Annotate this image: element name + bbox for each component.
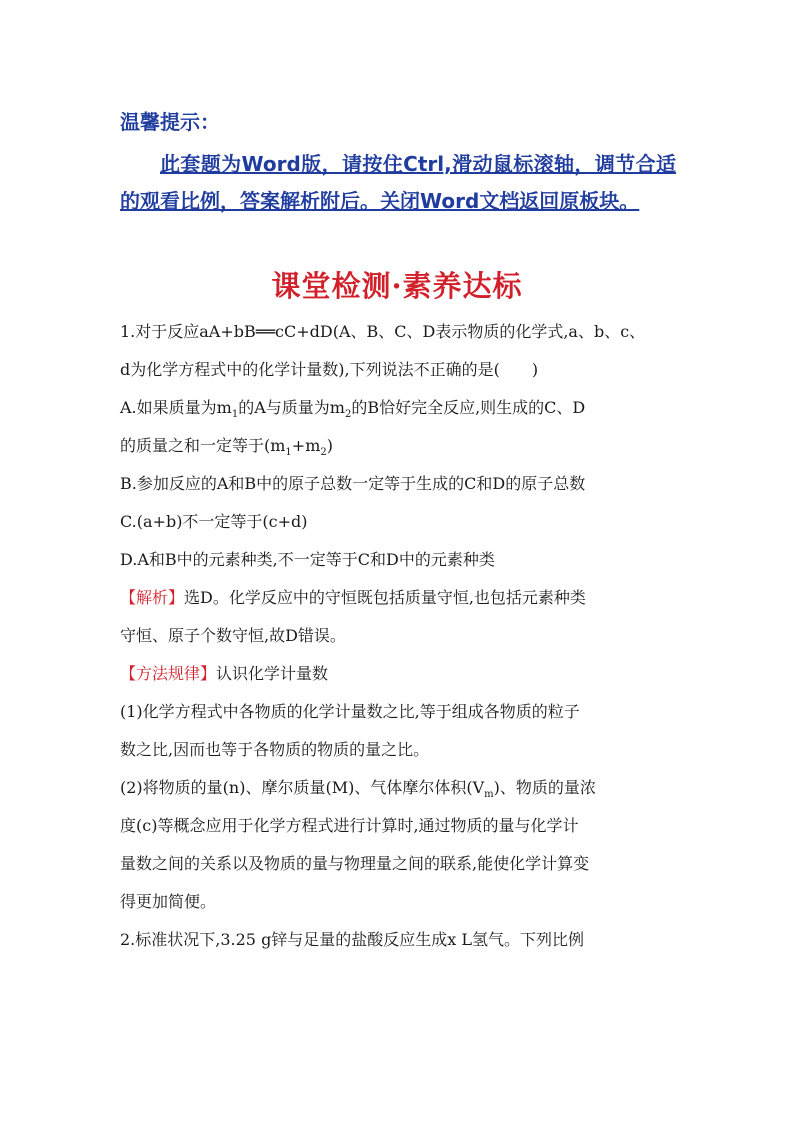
text-run: )、物质的量浓 bbox=[493, 778, 596, 797]
method-p2-line-2: 度(c)等概念应用于化学方程式进行计算时,通过物质的量与化学计 bbox=[120, 816, 579, 835]
text-run: 的质量之和一定等于(m bbox=[120, 436, 286, 455]
text-run: ) bbox=[326, 436, 333, 455]
text-run: A.如果质量为m bbox=[120, 398, 232, 417]
section-title: 课堂检测·素养达标 bbox=[271, 269, 523, 303]
q1-option-a-line-2 bbox=[120, 427, 676, 465]
text-run: +m bbox=[291, 436, 321, 455]
text-run: 认识化学计量数 bbox=[216, 664, 329, 683]
subscript: m bbox=[484, 789, 494, 801]
analysis-tag: 【解析】 bbox=[120, 588, 185, 607]
text-run: 的B恰好完全反应,则生成的C、D bbox=[351, 398, 586, 417]
method-p2-line-4: 得更加简便。 bbox=[120, 892, 217, 911]
notice-title: 温馨提示： bbox=[120, 110, 220, 134]
method-p2-line-3: 量数之间的关系以及物质的量与物理量之间的联系,能使化学计算变 bbox=[120, 854, 590, 873]
text-run: 选D。化学反应中的守恒既包括质量守恒,也包括元素种类 bbox=[184, 588, 586, 607]
subscript: 1 bbox=[285, 447, 292, 459]
method-tag: 【方法规律】 bbox=[120, 664, 217, 683]
method-p1-line-2: 数之比,因而也等于各物质的物质的量之比。 bbox=[120, 740, 430, 759]
subscript: 2 bbox=[320, 447, 327, 459]
text-run: 的A与质量为m bbox=[238, 398, 345, 417]
method-p2-line-1 bbox=[120, 769, 676, 807]
notice-body: 此套题为Word版，请按住Ctrl,滑动鼠标滚轴，调节合适的观看比例，答案解析附后。关闭Word文档返回原板块。 bbox=[120, 152, 676, 213]
analysis-line-2: 守恒、原子个数守恒,故D错误。 bbox=[120, 626, 346, 645]
q1-option-c: C.(a+b)不一定等于(c+d) bbox=[120, 512, 308, 531]
method-p1-line-1: (1)化学方程式中各物质的化学计量数之比,等于组成各物质的粒子 bbox=[120, 702, 580, 721]
q1-option-b: B.参加反应的A和B中的原子总数一定等于生成的C和D的原子总数 bbox=[120, 474, 586, 493]
q1-option-a-line-1 bbox=[120, 389, 676, 427]
question-content bbox=[120, 313, 676, 959]
method-heading bbox=[120, 655, 676, 693]
q2-line-1: 2.标准状况下,3.25 g锌与足量的盐酸反应生成x L氢气。下列比例 bbox=[120, 930, 585, 949]
q1-option-d: D.A和B中的元素种类,不一定等于C和D中的元素种类 bbox=[120, 550, 495, 569]
subscript: 2 bbox=[344, 409, 352, 421]
analysis-line-1 bbox=[120, 579, 676, 617]
text-run: (2)将物质的量(n)、摩尔质量(M)、气体摩尔体积(V bbox=[120, 778, 485, 797]
q1-line-1: 1.对于反应aA+bB══cC+dD(A、B、C、D表示物质的化学式,a、b、c、 bbox=[120, 322, 646, 341]
q1-line-2: d为化学方程式中的化学计量数),下列说法不正确的是( ) bbox=[120, 360, 539, 379]
subscript: 1 bbox=[231, 409, 239, 421]
